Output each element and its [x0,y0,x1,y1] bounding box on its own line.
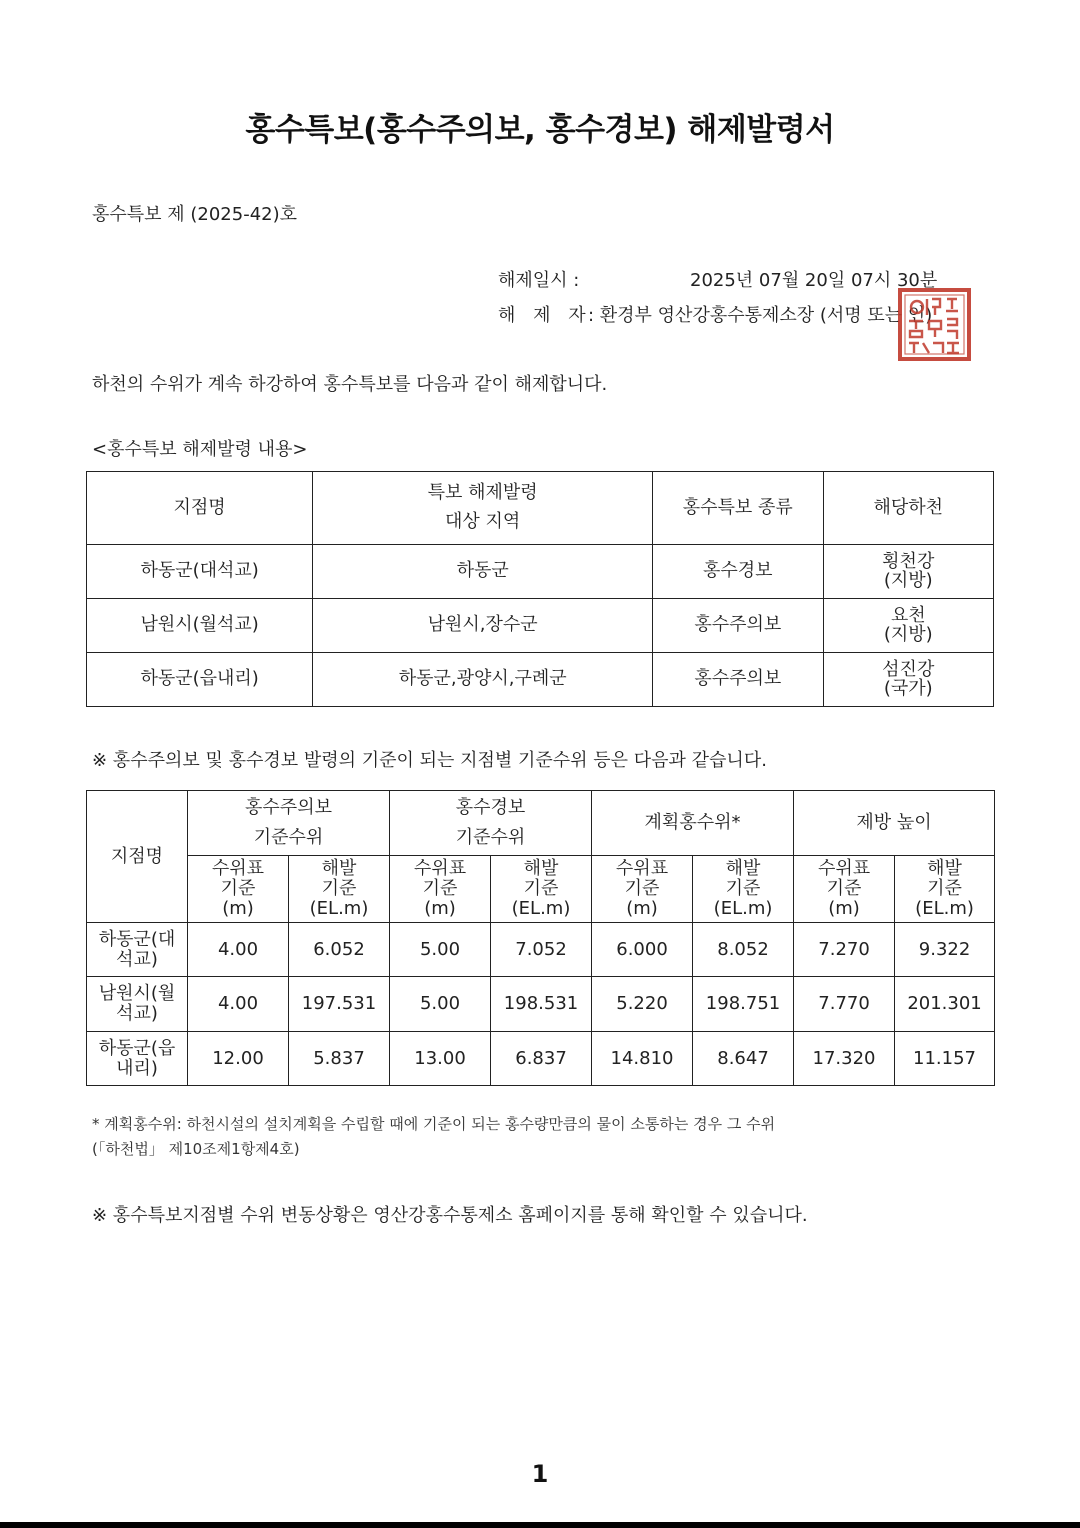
sub-l2: 기준 [725,878,761,900]
sub-l2: 기준 [826,878,862,900]
sub-l2: 기준 [624,878,660,900]
row-area: 하동군,광양시,구례군 [313,653,653,707]
value-cell: 4.00 [188,923,289,977]
sub-header-gauge [390,856,491,923]
value-cell: 5.00 [390,923,491,977]
sub-l3: (m) [626,897,658,919]
homepage-note: ※ 홍수특보지점별 수위 변동상황은 영산강홍수통제소 홈페이지를 통해 확인할 수 있습니다. [92,1205,808,1226]
sub-l1: 해발 [321,858,357,880]
river-class: (지방) [883,569,933,591]
sub-l1: 수위표 [615,858,669,880]
value-cell: 17.320 [794,1032,895,1086]
sub-l3: (m) [424,897,456,919]
group-warning-level [390,791,592,856]
sub-header-gauge [794,856,895,923]
table-header-row [87,472,994,545]
release-content-table [86,471,994,707]
value-cell: 7.052 [491,923,592,977]
row-site: 하동군(대석교) [87,545,313,599]
row-site [87,1032,188,1086]
footnote-definition: * 계획홍수위: 하천시설의 설치계획을 수립할 때에 기준이 되는 홍수량만큼의 물이 소통하는 경우 그 수위 [92,1115,776,1133]
value-cell: 14.810 [592,1032,693,1086]
site-line1: 하동군(읍 [98,1037,176,1059]
criteria-level-table [86,790,995,1086]
table-row [87,599,994,653]
issuer-label: 해 제 자 [498,305,592,326]
bottom-border-bar [0,1522,1080,1528]
value-cell: 7.270 [794,923,895,977]
site-line1: 하동군(대 [98,928,176,950]
sub-l2: 기준 [220,878,256,900]
value-cell: 6.000 [592,923,693,977]
section-title: <홍수특보 해제발령 내용> [92,439,308,460]
row-area: 남원시,장수군 [313,599,653,653]
river-name: 횡천강 [882,550,935,572]
document-title: 홍수특보(홍수주의보, 홍수경보) 해제발령서 [245,112,835,148]
header-area-line2: 대상 지역 [445,511,521,532]
row-river [823,545,993,599]
sub-header-elevation [693,856,794,923]
group-watch-level [188,791,390,856]
row-kind: 홍수경보 [653,545,823,599]
header-area-line1: 특보 해제발령 [427,482,538,504]
header-river: 해당하천 [823,472,993,545]
sub-l3: (m) [828,897,860,919]
value-cell: 11.157 [895,1032,995,1086]
row-kind: 홍수주의보 [653,599,823,653]
sub-l3: (EL.m) [713,897,773,919]
sub-l3: (EL.m) [309,897,369,919]
value-cell: 198.751 [693,977,794,1032]
sub-header-gauge [592,856,693,923]
site-line2: 석교) [116,1003,158,1024]
value-cell: 8.052 [693,923,794,977]
value-cell: 5.00 [390,977,491,1032]
value-cell: 198.531 [491,977,592,1032]
value-cell: 197.531 [289,977,390,1032]
value-cell: 12.00 [188,1032,289,1086]
sub-header-gauge [188,856,289,923]
criteria-note: ※ 홍수주의보 및 홍수경보 발령의 기준이 되는 지점별 기준수위 등은 다음과 같습니다. [92,750,767,771]
row-river [823,599,993,653]
row-site [87,977,188,1032]
sub-l2: 기준 [927,878,962,900]
group-line1: 홍수경보 [455,797,526,819]
release-datetime-value: 2025년 07월 20일 07시 30분 [690,270,938,291]
sub-l1: 수위표 [817,858,871,880]
sub-l1: 해발 [927,858,962,880]
river-class: (국가) [883,677,933,699]
sub-l1: 수위표 [211,858,265,880]
site-line2: 석교) [116,948,158,970]
sub-header-elevation [491,856,592,923]
group-line2: 기준수위 [455,827,526,848]
value-cell: 4.00 [188,977,289,1032]
issuer-value: : 환경부 영산강홍수통제소장 (서명 또는 인) [588,305,933,326]
group-line2: 기준수위 [253,827,324,848]
sub-l3: (m) [222,897,254,919]
header-area [313,472,653,545]
sub-header-elevation [895,856,995,923]
header-site: 지점명 [87,791,188,923]
sub-l2: 기준 [321,878,357,900]
row-site: 남원시(월석교) [87,599,313,653]
row-kind: 홍수주의보 [653,653,823,707]
river-name: 요천 [890,604,926,626]
value-cell: 8.647 [693,1032,794,1086]
sub-l3: (EL.m) [915,897,974,919]
header-kind: 홍수특보 종류 [653,472,823,545]
page-number: 1 [531,1460,549,1488]
sub-header-elevation [289,856,390,923]
value-cell: 201.301 [895,977,995,1032]
row-site [87,923,188,977]
table-row [87,977,995,1032]
table-row [87,545,994,599]
sub-l3: (EL.m) [511,897,571,919]
sub-l1: 해발 [725,858,761,880]
row-river [823,653,993,707]
group-line1: 홍수주의보 [245,797,332,819]
table-row [87,653,994,707]
river-name: 섬진강 [882,658,935,680]
sub-l1: 수위표 [413,858,467,880]
group-header-row [87,791,995,856]
value-cell: 7.770 [794,977,895,1032]
group-levee-height: 제방 높이 [794,791,995,856]
site-line2: 내리) [116,1057,158,1079]
official-seal-stamp [897,287,972,362]
value-cell: 6.837 [491,1032,592,1086]
value-cell: 5.837 [289,1032,390,1086]
table-row [87,1032,995,1086]
value-cell: 9.322 [895,923,995,977]
bulletin-number: 홍수특보 제 (2025-42)호 [92,204,298,225]
sub-l1: 해발 [523,858,559,880]
table-row [87,923,995,977]
sub-l2: 기준 [523,878,559,900]
footnote-citation: (「하천법」 제10조제1항제4호) [92,1140,300,1158]
row-site: 하동군(읍내리) [87,653,313,707]
sub-l2: 기준 [422,878,458,900]
release-datetime-label: 해제일시 : [498,270,580,291]
site-line1: 남원시(월 [98,983,176,1005]
intro-text: 하천의 수위가 계속 하강하여 홍수특보를 다음과 같이 해제합니다. [92,374,608,395]
group-design-flood-level: 계획홍수위* [592,791,794,856]
value-cell: 5.220 [592,977,693,1032]
sub-header-row [87,856,995,923]
header-site: 지점명 [87,472,313,545]
river-class: (지방) [883,623,933,645]
row-area: 하동군 [313,545,653,599]
value-cell: 6.052 [289,923,390,977]
value-cell: 13.00 [390,1032,491,1086]
